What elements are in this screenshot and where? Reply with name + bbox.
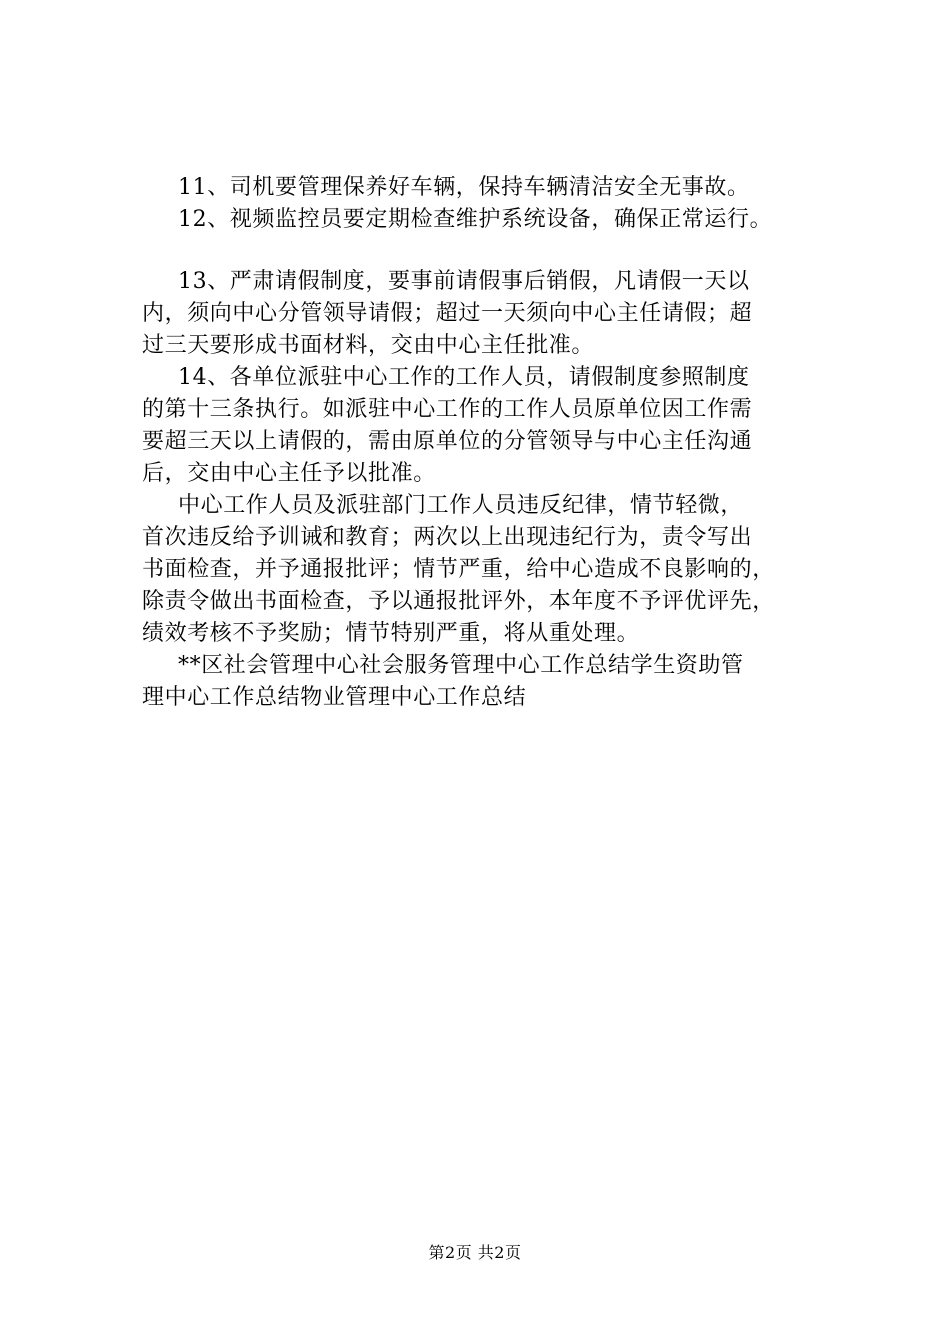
paragraph-14 [142,362,842,490]
paragraph-12 [142,204,842,236]
paragraph-line: 除责令做出书面检查，予以通报批评外，本年度不予评优评先， [142,589,775,614]
paragraph-line: 后，交由中心主任予以批准。 [142,461,436,486]
paragraph-line: 过三天要形成书面材料，交由中心主任批准。 [142,333,595,358]
paragraph-line: 首次违反给予训诫和教育；两次以上出现违纪行为，责令写出 [142,525,753,550]
paragraph-line: 书面检查，并予通报批评；情节严重，给中心造成不良影响的， [142,557,775,582]
paragraph-related-titles [142,650,842,714]
paragraph-line: 的第十三条执行。如派驻中心工作的工作人员原单位因工作需 [142,397,753,422]
paragraph-11 [142,172,842,204]
paragraph-line: 14、各单位派驻中心工作的工作人员，请假制度参照制度 [178,365,750,390]
paragraph-line: 绩效考核不予奖励；情节特别严重，将从重处理。 [142,621,640,646]
paragraph-spacer [142,236,842,266]
paragraph-13 [142,266,842,362]
paragraph-line: 中心工作人员及派驻部门工作人员违反纪律，情节轻微， [178,493,744,518]
document-body [142,172,842,714]
page-number-footer: 第2页 共2页 [428,1243,522,1262]
paragraph-discipline [142,490,842,650]
paragraph-line: 要超三天以上请假的，需由原单位的分管领导与中心主任沟通 [142,429,753,454]
paragraph-line: 13、严肃请假制度，要事前请假事后销假，凡请假一天以 [178,269,750,294]
paragraph-line: 内，须向中心分管领导请假；超过一天须向中心主任请假；超 [142,301,753,326]
paragraph-line: 12、视频监控员要定期检查维护系统设备，确保正常运行。 [178,207,773,232]
paragraph-line: **区社会管理中心社会服务管理中心工作总结学生资助管 [178,653,744,678]
paragraph-line: 11、司机要管理保养好车辆，保持车辆清洁安全无事故。 [178,175,750,200]
paragraph-line: 理中心工作总结物业管理中心工作总结 [142,685,527,710]
